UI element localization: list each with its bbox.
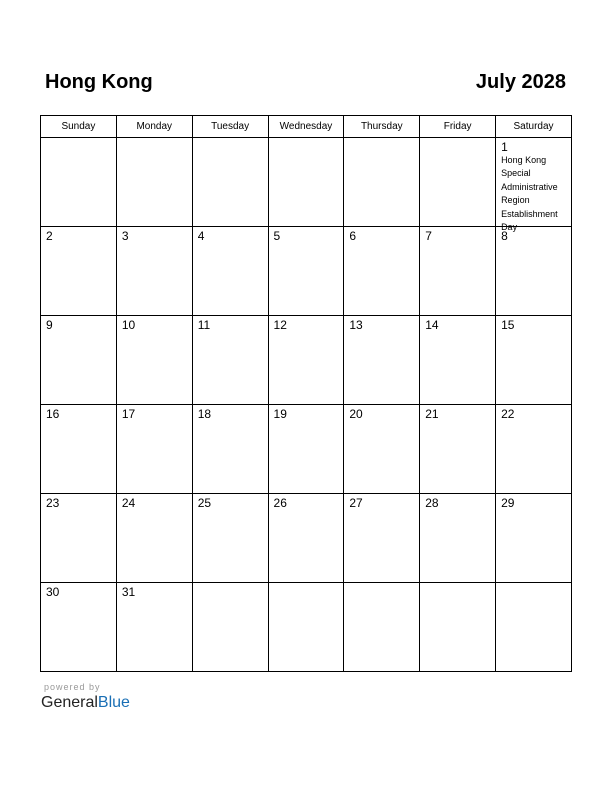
day-number: 1 — [501, 140, 508, 154]
day-cell — [344, 405, 420, 494]
generalblue-logo[interactable] — [41, 694, 130, 712]
weekday-monday: Monday — [116, 116, 192, 138]
day-number: 28 — [425, 496, 439, 510]
day-number: 25 — [197, 496, 212, 510]
day-cell — [420, 494, 496, 583]
day-number: 12 — [273, 318, 287, 332]
week-row — [41, 405, 572, 494]
day-number: 11 — [197, 318, 211, 332]
day-number: 16 — [46, 407, 60, 421]
day-cell — [496, 405, 572, 494]
day-cell — [192, 316, 268, 405]
day-number: 8 — [501, 229, 508, 243]
day-cell — [420, 405, 496, 494]
calendar-grid — [40, 115, 572, 672]
day-number: 18 — [197, 407, 212, 421]
day-number: 26 — [273, 496, 287, 510]
weekday-tuesday: Tuesday — [192, 116, 268, 138]
day-cell — [268, 494, 344, 583]
day-cell — [192, 138, 268, 227]
day-cell — [192, 227, 268, 316]
day-cell — [344, 227, 420, 316]
day-cell — [344, 494, 420, 583]
day-cell — [268, 583, 344, 672]
day-cell — [116, 138, 192, 227]
day-cell — [192, 583, 268, 672]
day-cell — [344, 583, 420, 672]
day-cell — [116, 405, 192, 494]
day-cell — [420, 316, 496, 405]
day-cell — [420, 138, 496, 227]
day-cell — [116, 316, 192, 405]
day-cell — [496, 316, 572, 405]
day-number: 10 — [121, 318, 136, 332]
day-cell — [41, 138, 117, 227]
weekday-saturday: Saturday — [496, 116, 572, 138]
day-number: 23 — [46, 496, 60, 510]
day-number: 19 — [273, 407, 287, 421]
day-cell — [41, 227, 117, 316]
day-number: 9 — [46, 318, 53, 332]
weekday-sunday: Sunday — [41, 116, 117, 138]
day-cell — [41, 405, 117, 494]
day-cell — [41, 494, 117, 583]
day-number: 27 — [349, 496, 363, 510]
brand-blue: Blue — [97, 694, 130, 711]
week-row — [41, 583, 572, 672]
day-cell — [116, 494, 192, 583]
day-cell — [41, 583, 117, 672]
day-number: 20 — [349, 407, 363, 421]
day-number: 3 — [121, 229, 129, 243]
weekday-thursday: Thursday — [344, 116, 420, 138]
week-row — [41, 227, 572, 316]
day-cell — [496, 227, 572, 316]
week-row — [41, 138, 572, 227]
day-number: 4 — [197, 229, 205, 243]
day-cell — [268, 138, 344, 227]
powered-by-label: powered by — [44, 682, 101, 692]
day-number: 17 — [121, 407, 136, 421]
day-cell — [496, 494, 572, 583]
day-number: 15 — [501, 318, 515, 332]
day-cell — [344, 316, 420, 405]
day-number: 22 — [501, 407, 515, 421]
day-number: 5 — [273, 229, 281, 243]
day-cell — [420, 583, 496, 672]
day-cell — [268, 405, 344, 494]
weekday-header-row — [41, 116, 572, 138]
month-title: July 2028 — [475, 71, 566, 93]
day-cell — [192, 494, 268, 583]
day-cell — [496, 138, 572, 233]
day-number: 6 — [349, 229, 357, 243]
day-number: 7 — [425, 229, 432, 243]
region-title: Hong Kong — [45, 71, 153, 93]
week-row — [41, 316, 572, 405]
day-cell — [344, 138, 420, 227]
weekday-friday: Friday — [420, 116, 496, 138]
day-cell — [41, 316, 117, 405]
day-cell — [496, 583, 572, 672]
day-cell — [192, 405, 268, 494]
weekday-wednesday: Wednesday — [268, 116, 344, 138]
day-cell — [268, 316, 344, 405]
day-cell — [420, 227, 496, 316]
day-number: 14 — [425, 318, 439, 332]
holiday-label: Hong Kong Special Administrative Region Establishment Day — [501, 155, 558, 233]
day-number: 29 — [501, 496, 515, 510]
day-cell — [268, 227, 344, 316]
day-number: 2 — [46, 229, 53, 243]
day-number: 31 — [121, 585, 136, 599]
week-row — [41, 494, 572, 583]
day-number: 21 — [425, 407, 439, 421]
day-cell — [116, 583, 192, 672]
day-number: 13 — [349, 318, 363, 332]
day-number: 24 — [121, 496, 136, 510]
brand-general: General — [41, 694, 98, 711]
day-cell — [116, 227, 192, 316]
day-number: 30 — [46, 585, 60, 599]
